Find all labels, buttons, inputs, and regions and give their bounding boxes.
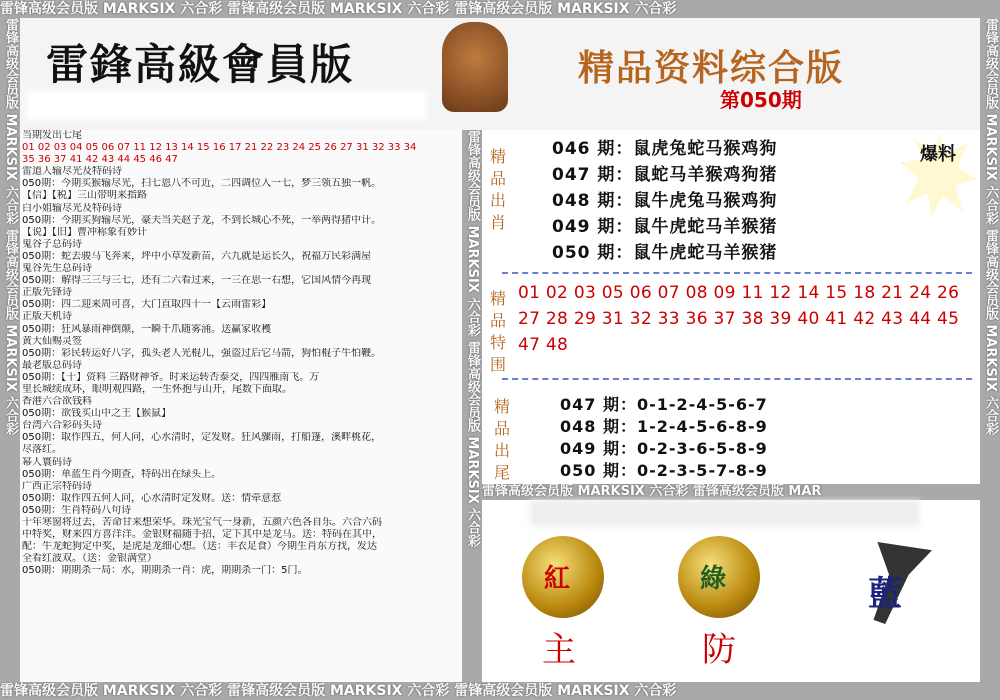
- text-line: 全看红波双。（送：金银满堂）: [22, 553, 157, 565]
- tail-digits: 0-2-3-5-7-8-9: [636, 461, 768, 480]
- text-line: 台湾六合彩码头诗: [22, 420, 102, 432]
- zodiac-issue: 047 期：: [552, 165, 634, 185]
- watermark-middle-vertical: 雷锋高级会员版 MARKSIX 六合彩 雷锋高级会员版 MARKSIX 六合彩: [462, 130, 482, 682]
- zodiac-row: [552, 186, 777, 211]
- text-line: 050期：取作四五，何人问，心水清时，定发财。狂风骤雨，打船篷，溪畔桃花，: [22, 432, 382, 444]
- zodiac-issue: 048 期：: [552, 191, 634, 211]
- bottom-panel: [482, 500, 980, 682]
- text-line: 050期：期期杀一局：水，期期杀一肖：虎，期期杀一门：5门。: [22, 565, 308, 577]
- text-line: 鬼谷先生总码诗: [22, 263, 92, 275]
- text-line: 十年寒窗将过去，苦命甘来想荣华。珠光宝气一身新，五颜六色各自乐。六合六码: [22, 517, 382, 528]
- text-line: 050期：单蓝生肖今期查，特码出在绿头上。: [22, 468, 222, 480]
- tail-row: [560, 414, 768, 437]
- watermark-right: 雷锋高级会员版 MARKSIX 六合彩 雷锋高级会员版 MARKSIX 六合彩: [980, 18, 1000, 682]
- zodiac-animals: 鼠牛虎蛇马羊猴猪: [633, 217, 778, 237]
- text-line: 尽落红。: [22, 444, 62, 456]
- label-tails: 精品出尾: [493, 397, 510, 482]
- text-line: 050期：今期买狗输尽光，豪夫当关赵子龙，不到长城心不死，一举两得猪中计。: [22, 214, 382, 226]
- text-line: 正版天机诗: [22, 311, 72, 323]
- zodiac-issue: 049 期：: [552, 217, 634, 237]
- text-line: 雷道人输尽光及特码诗: [22, 166, 122, 178]
- text-line: 050期：今期买猴输尽光，扫七恩八不可近，二四调位入一七，梦三领五独一帆。: [22, 178, 382, 190]
- watermark-left: 雷锋高级会员版 MARKSIX 六合彩 雷锋高级会员版 MARKSIX 六合彩: [0, 18, 20, 682]
- text-line: 最老版总码诗: [22, 359, 82, 371]
- watermark-middle-horizontal: 雷锋高级会员版 MARKSIX 六合彩 雷锋高级会员版 MAR: [482, 484, 980, 500]
- divider-dashed: [502, 378, 972, 380]
- text-line: 中特奖，财来四方喜洋洋。金银财福随手招，定下其中是龙马。送：特码在其中，: [22, 529, 382, 541]
- burst-text: 爆料: [920, 144, 956, 165]
- text-line: 050期：彩民转运好八字，孤头老人光棍儿，强盗过后它马箭，狗怕棍子牛怕鞭。: [22, 347, 382, 359]
- zodiac-row: [552, 212, 777, 237]
- badge-green: 綠: [700, 564, 727, 594]
- tail-issue: 050 期：: [560, 461, 637, 480]
- text-line: 幂人寰码诗: [22, 456, 72, 468]
- text-line: 050期：四二迎来周可喜，大门直取四十一【云雨雷彩】: [22, 299, 272, 311]
- text-line: 050期：取作四五何人问，心水清时定发财。送：情牵意惹: [22, 492, 282, 504]
- tail-issue: 048 期：: [560, 417, 637, 436]
- portrait-image: [442, 22, 508, 112]
- tail-row: [560, 392, 768, 415]
- zodiac-row: [552, 238, 777, 263]
- tail-digits: 0-1-2-4-5-6-7: [636, 395, 768, 414]
- label-numbers: 精品特围: [489, 289, 506, 374]
- zodiac-animals: 鼠虎兔蛇马猴鸡狗: [633, 139, 778, 159]
- right-panel: [482, 130, 980, 484]
- zodiac-row: [552, 134, 777, 159]
- text-line: 里长城续成环，眼明观四路，一生怀抱与山开，尾数下面取。: [22, 383, 292, 395]
- number-range: 01 02 03 05 06 07 08 09 11 12 14 15 18 21 24 26 27 28 29 31 32 33 36 37 38 39 40 41 42 43 44 45 47 48: [518, 283, 960, 355]
- zodiac-animals: 鼠牛虎蛇马羊猴猪: [633, 243, 778, 263]
- main-title: 雷鋒高級會員版: [46, 40, 355, 89]
- caption-main: 主: [542, 630, 576, 670]
- text-line: 050期：狂风暴雨神倒颠，一瞬千爪随雾涌。送赢家收穫: [22, 323, 272, 335]
- text-line: 050期：【十】资料 三路财神爷。时来运转否泰交，四四雁南飞。万: [22, 371, 320, 383]
- zodiac-row: [552, 160, 777, 185]
- tail-row: [560, 436, 768, 459]
- text-line: 鬼谷子总码诗: [22, 238, 82, 250]
- zodiac-animals: 鼠蛇马羊猴鸡狗猪: [633, 165, 778, 185]
- divider-dashed: [502, 272, 972, 274]
- tail-digits: 1-2-4-5-6-8-9: [636, 417, 768, 436]
- text-line: 当期发出七尾: [22, 130, 82, 141]
- tail-digits: 0-2-3-6-5-8-9: [636, 439, 768, 458]
- text-line: 050期：生肖特码八句诗: [22, 504, 132, 516]
- badge-blue: 藍: [868, 574, 902, 614]
- zodiac-issue: 046 期：: [552, 139, 634, 159]
- tail-issue: 049 期：: [560, 439, 637, 458]
- tail-issue: 047 期：: [560, 395, 637, 414]
- text-line: 白小姐输尽光及特码诗: [22, 202, 122, 214]
- text-line: 050期：解得三三与三七，还有二六看过来，一三在思一右想，它国风情今再现: [22, 275, 372, 287]
- blurred-banner: [26, 90, 426, 120]
- left-panel: [20, 130, 462, 682]
- tail-row: [560, 458, 768, 481]
- text-line: 050期：蛇去骏马飞奔来，坪中小草发新苗，六九就是运长久，祝福万民彩满屋: [22, 250, 372, 262]
- zodiac-animals: 鼠牛虎兔马猴鸡狗: [633, 191, 778, 211]
- text-line: 01 02 03 04 05 06 07 11 12 13 14 15 16 17 21 22 23 24 25 26 27 31 32 33 34: [22, 142, 417, 154]
- header: [20, 18, 980, 130]
- text-line: 配：牛龙蛇狗定中奖，是虎是龙细心想。（送：丰衣足食）今期生肖东方找，发达: [22, 541, 377, 553]
- text-line: 【说】【旧】曹冲称象有妙计: [22, 226, 147, 238]
- text-line: 广西正宗特码诗: [22, 480, 92, 492]
- issue-number: 第050期: [720, 88, 802, 112]
- side-title: 精品资料综合版: [578, 47, 845, 89]
- text-line: 【信】【税】三山带明来指路: [22, 190, 147, 202]
- watermark-top: 雷锋高级会员版 MARKSIX 六合彩 雷锋高级会员版 MARKSIX 六合彩 雷锋高级会员版 MARKSIX 六合彩: [0, 0, 1000, 18]
- watermark-bottom: 雷锋高级会员版 MARKSIX 六合彩 雷锋高级会员版 MARKSIX 六合彩 雷锋高级会员版 MARKSIX 六合彩: [0, 682, 1000, 700]
- zodiac-issue: 050 期：: [552, 243, 634, 263]
- text-line: 正版先锋诗: [22, 287, 72, 299]
- blurred-banner: [530, 500, 920, 526]
- caption-defend: 防: [702, 630, 736, 670]
- text-line: 35 36 37 41 42 43 44 45 46 47: [22, 154, 178, 166]
- text-line: 香港六合欲钱料: [22, 396, 92, 408]
- badge-red: 紅: [544, 564, 571, 594]
- text-line: 黄大仙赐灵签: [22, 335, 82, 347]
- label-zodiac: 精品出肖: [489, 147, 506, 232]
- text-line: 050期：欲钱买山中之王【猴鼠】: [22, 408, 172, 420]
